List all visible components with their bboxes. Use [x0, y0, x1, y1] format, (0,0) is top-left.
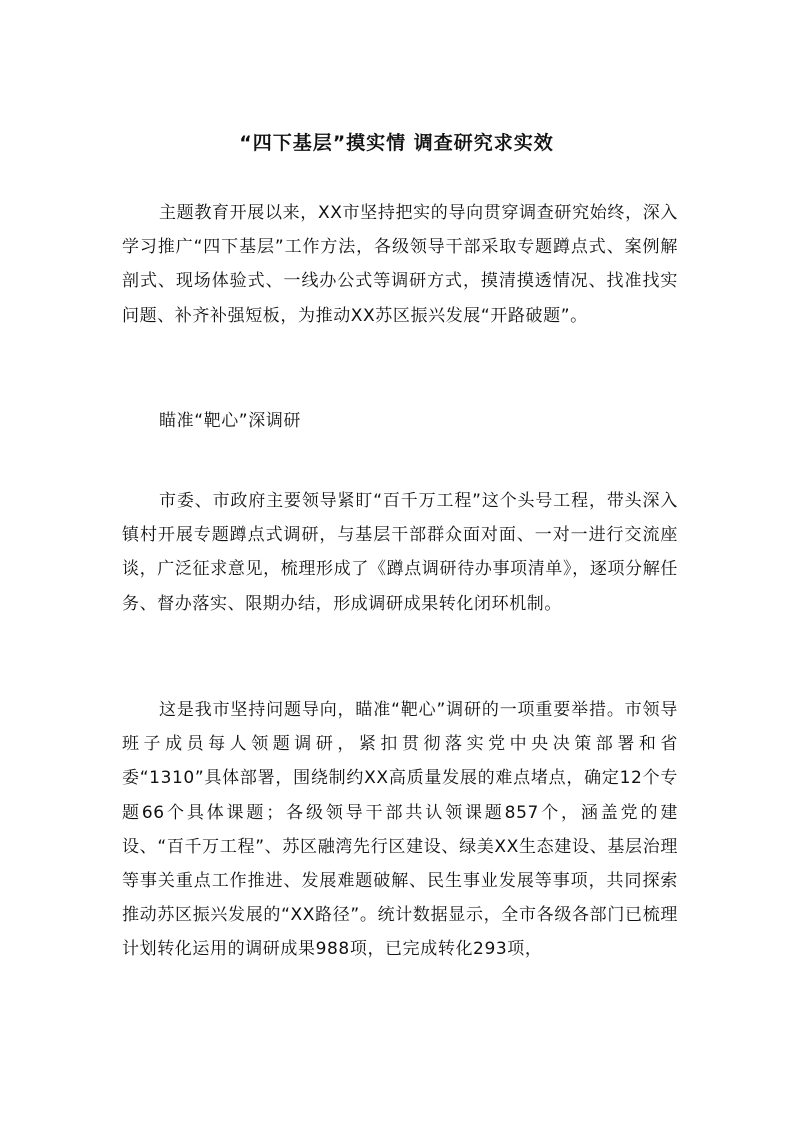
section-heading: 瞄准“靶心”深调研 — [159, 411, 302, 431]
document-title: “四下基层”摸实情 调查研究求实效 — [239, 132, 554, 154]
paragraph-problem-oriented: 这是我市坚持问题导向，瞄准“靶心”调研的一项重要举措。市领导班子成员每人领题调研，紧扣贯彻落实党中央决策部署和省委“1310”具体部署，围绕制约XX高质量发展的难点堵点，确定12个专题66个具体课题；各级领导干部共认领课题857个，涵盖党的建设、“百千万工程”、苏区融湾先行区建设、绿美XX生态建设、基层治理等事关重点工作推进、发展难题破解、民生事业发展等事项，共同探索推动苏区振兴发展的“XX路径”。统计数据显示，全市各级各部门已梳理计划转化运用的调研成果988项，已完成转化293项， — [122, 700, 678, 960]
paragraph-leaders-research: 市委、市政府主要领导紧盯“百千万工程”这个头号工程，带头深入镇村开展专题蹲点式调研，与基层干部群众面对面、一对一进行交流座谈，广泛征求意见，梳理形成了《蹲点调研待办事项清单》，逐项分解任务、督办落实、限期办结，形成调研成果转化闭环机制。 — [122, 491, 678, 614]
paragraph-intro: 主题教育开展以来，XX市坚持把实的导向贯穿调查研究始终，深入学习推广“四下基层”工作方法，各级领导干部采取专题蹲点式、案例解剖式、现场体验式、一线办公式等调研方式，摸清摸透情况、找准找实问题、补齐补强短板，为推动XX苏区振兴发展“开路破题”。 — [122, 203, 678, 326]
